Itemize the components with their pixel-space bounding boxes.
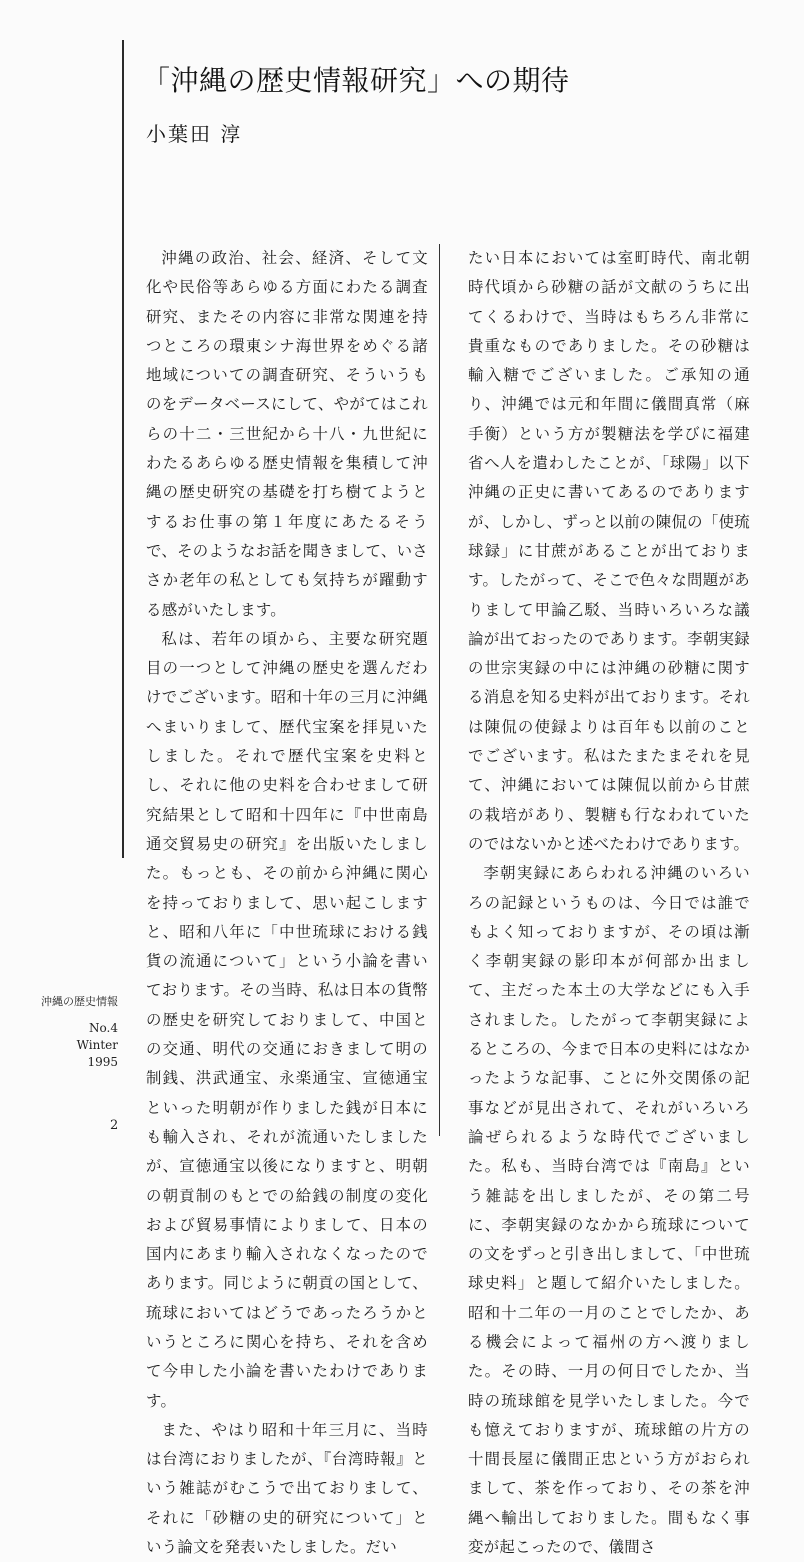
magazine-name: 沖縄の歴史情報 (41, 995, 118, 1008)
issue-year: 1995 (87, 1055, 118, 1069)
body-column-left (146, 244, 428, 1562)
issue-season: Winter (76, 1038, 118, 1052)
body-column-right (468, 244, 750, 1562)
issue-number: No.4 (89, 1021, 118, 1035)
paragraph-continued: たい日本においては室町時代、南北朝時代頃から砂糖の話が文献のうちに出てくるわけで、当時はもちろん非常に貴重なものでありました。その砂糖は輸入糖でございました。ご承知の通り、沖縄では元和年間に儀間真常（麻手衡）という方が製糖法を学びに福建省へ人を遣わしたことが、「球陽」以下沖縄の正史に書いてあるのでありますが、しかし、ずっと以前の陳侃の「使琉球録」に甘蔗があることが出ております。したがって、そこで色々な問題がありまして甲論乙駁、当時いろいろな議論が出ておったのであります。李朝実録の世宗実録の中には沖縄の砂糖に関する消息を知る史料が出ております。それは陳侃の使録よりは百年も以前のことでございます。私はたまたまそれを見て、沖縄においては陳侃以前から甘蔗の栽培があり、製糖も行なわれていたのではないかと述べたわけであります。 (468, 249, 750, 853)
page-number: 2 (110, 1118, 119, 1133)
paragraph: また、やはり昭和十年三月に、当時は台湾におりましたが、『台湾時報』という雑誌がむこうで出ておりまして、それに「砂糖の史的研究について」という論文を発表いたしました。だい (146, 1420, 428, 1557)
column-divider (439, 244, 440, 1136)
article-title: 「沖縄の歴史情報研究」への期待 (142, 63, 570, 97)
vertical-page-rule (122, 40, 124, 858)
paragraph: 李朝実録にあらわれる沖縄のいろいろの記録というものは、今日では誰でもよく知っておりますが、その頃は漸く李朝実録の影印本が何部か出まして、主だった本土の大学などにも入手されました。したがって李朝実録によるところの、今まで日本の史料にはなかったような記事、ことに外交関係の記事などが見出されて、それがいろいろ論ぜられるような時代でございました。私も、当時台湾では『南島』という雑誌を出しましたが、その第二号に、李朝実録のなかから琉球についての文をずっと引き出しまして、「中世琉球史料」と題して紹介いたしました。昭和十二年の一月のことでしたか、ある機会によって福州の方へ渡りました。その時、一月の何日でしたか、当時の琉球館を見学いたしました。今でも憶えておりますが、琉球館の片方の十間長屋に儀間正忠という方がおられまして、茶を作っており、その茶を沖縄へ輸出しておりました。間もなく事変が起こったので、儀間さ (468, 864, 750, 1557)
article-author: 小葉田 淳 (146, 122, 243, 146)
paragraph: 私は、若年の頃から、主要な研究題目の一つとして沖縄の歴史を選んだわけでございます。昭和十年の三月に沖縄へまいりまして、歴代宝案を拝見いたしました。それで歴代宝案を史料とし、それに他の史料を合わせまして研究結果として昭和十四年に『中世南島通交貿易史の研究』を出版いたしました。もっとも、その前から沖縄に関心を持っておりまして、思い起こしますと、昭和八年に「中世琉球における銭貨の流通について」という小論を書いております。その当時、私は日本の貨幣の歴史を研究しておりまして、中国との交通、明代の交通におきまして明の制銭、洪武通宝、永楽通宝、宣徳通宝といった明朝が作りました銭が日本にも輸入され、それが流通いたしましたが、宣徳通宝以後になりますと、明朝の朝貢制のもとでの給銭の制度の変化および貿易事情によりまして、日本の国内にあまり輸入されなくなったのであります。同じように朝貢の国として、琉球においてはどうであったろうかというところに関心を持ち、それを含めて今申した小論を書いたわけであります。 (146, 629, 428, 1410)
paragraph: 沖縄の政治、社会、経済、そして文化や民俗等あらゆる方面にわたる調査研究、またその内容に非常な関連を持つところの環東シナ海世界をめぐる諸地域についての調査研究、そういうものをデータベースにして、やがてはこれらの十二・三世紀から十八・九世紀にわたるあらゆる歴史情報を集積して沖縄の歴史研究の基礎を打ち樹てようとするお仕事の第１年度にあたるそうで、そのようなお話を聞きまして、いささか老年の私としても気持ちが躍動する感がいたします。 (146, 249, 428, 619)
issue-info (77, 1020, 118, 1071)
